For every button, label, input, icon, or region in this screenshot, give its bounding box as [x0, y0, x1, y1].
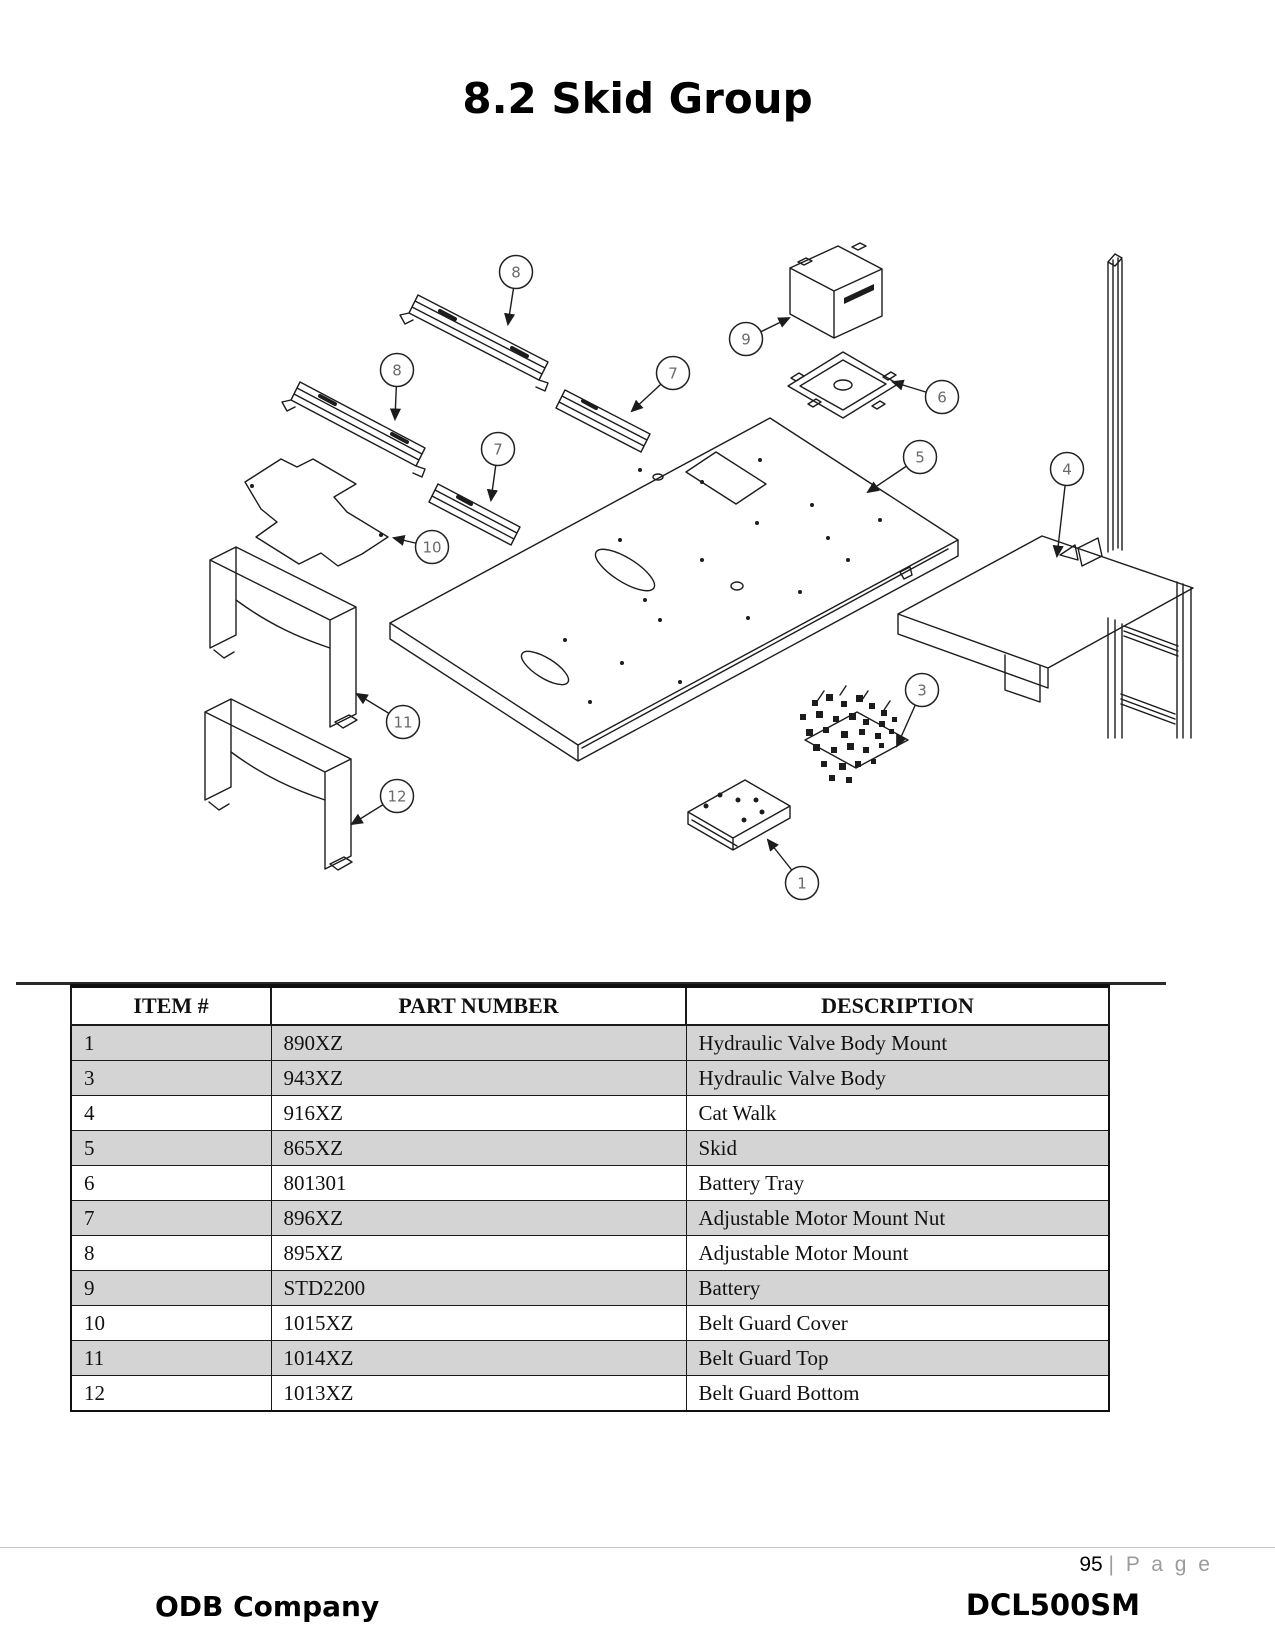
cell-part: 896XZ	[271, 1201, 686, 1236]
cell-desc: Belt Guard Bottom	[686, 1376, 1109, 1412]
cell-desc: Battery	[686, 1271, 1109, 1306]
part-motor-mount-nut-a	[556, 390, 650, 452]
cell-part: 1015XZ	[271, 1306, 686, 1341]
callout-number: 7	[493, 440, 503, 459]
table-row	[71, 1306, 1109, 1341]
page-title: 8.2 Skid Group	[462, 74, 813, 123]
callout-12	[352, 780, 414, 825]
callout-number: 4	[1062, 460, 1072, 479]
cell-part: STD2200	[271, 1271, 686, 1306]
callout-11	[357, 694, 420, 739]
cell-part: 1014XZ	[271, 1341, 686, 1376]
cell-item: 12	[71, 1376, 271, 1412]
cell-item: 8	[71, 1236, 271, 1271]
page-number-suffix: | P a g e	[1108, 1553, 1213, 1576]
part-skid	[390, 418, 958, 761]
callout-10	[394, 531, 449, 564]
parts-table	[70, 984, 1110, 1412]
table-row	[71, 1341, 1109, 1376]
cell-desc: Skid	[686, 1131, 1109, 1166]
callout-8	[381, 354, 414, 420]
callout-7	[632, 357, 690, 412]
callout-number: 7	[668, 364, 678, 383]
callout-number: 10	[422, 538, 442, 557]
cell-item: 7	[71, 1201, 271, 1236]
callout-number: 12	[387, 787, 407, 806]
cell-desc: Battery Tray	[686, 1166, 1109, 1201]
table-row	[71, 1096, 1109, 1131]
callout-number: 1	[797, 874, 807, 893]
callout-number: 8	[511, 263, 521, 282]
cell-item: 5	[71, 1131, 271, 1166]
table-row	[71, 1271, 1109, 1306]
part-catwalk	[898, 254, 1193, 738]
part-battery-tray	[788, 352, 898, 418]
callout-1	[768, 840, 819, 900]
page-number	[1079, 1553, 1213, 1577]
callout-number: 3	[917, 681, 927, 700]
part-hydraulic-valve-body	[800, 686, 908, 783]
cell-desc: Hydraulic Valve Body Mount	[686, 1025, 1109, 1061]
cell-item: 3	[71, 1061, 271, 1096]
cell-desc: Adjustable Motor Mount	[686, 1236, 1109, 1271]
part-battery	[790, 243, 882, 338]
part-belt-guard-top	[210, 547, 357, 728]
table-row	[71, 1131, 1109, 1166]
callout-3	[897, 674, 939, 747]
table-header-row	[71, 986, 1109, 1025]
table-row	[71, 1201, 1109, 1236]
cell-item: 11	[71, 1341, 271, 1376]
cell-desc: Hydraulic Valve Body	[686, 1061, 1109, 1096]
cell-item: 9	[71, 1271, 271, 1306]
cell-part: 943XZ	[271, 1061, 686, 1096]
footer-company: ODB Company	[155, 1590, 380, 1623]
cell-item: 1	[71, 1025, 271, 1061]
col-header-item: ITEM #	[71, 986, 271, 1025]
table-row	[71, 1236, 1109, 1271]
callout-number: 11	[393, 713, 413, 732]
table-row	[71, 1166, 1109, 1201]
table-row	[71, 1025, 1109, 1061]
callout-number: 5	[915, 448, 925, 467]
cell-part: 865XZ	[271, 1131, 686, 1166]
table-row	[71, 1061, 1109, 1096]
cell-desc: Cat Walk	[686, 1096, 1109, 1131]
callout-6	[893, 381, 959, 414]
callout-8	[500, 256, 533, 325]
part-adjustable-motor-mount-a	[400, 295, 548, 391]
callout-5	[868, 441, 937, 493]
callout-number: 8	[392, 361, 402, 380]
callout-number: 6	[937, 388, 947, 407]
cell-item: 6	[71, 1166, 271, 1201]
cell-item: 10	[71, 1306, 271, 1341]
part-valve-body-mount	[688, 780, 790, 850]
cell-item: 4	[71, 1096, 271, 1131]
footer-model: DCL500SM	[965, 1588, 1140, 1622]
footer-rule	[0, 1547, 1275, 1548]
cell-desc: Belt Guard Cover	[686, 1306, 1109, 1341]
callout-7	[482, 433, 515, 501]
page-number-value: 95	[1079, 1553, 1103, 1576]
cell-part: 1013XZ	[271, 1376, 686, 1412]
col-header-part-number: PART NUMBER	[271, 986, 686, 1025]
cell-part: 895XZ	[271, 1236, 686, 1271]
part-adjustable-motor-mount-b	[282, 382, 425, 477]
table-row	[71, 1376, 1109, 1412]
cell-desc: Belt Guard Top	[686, 1341, 1109, 1376]
cell-desc: Adjustable Motor Mount Nut	[686, 1201, 1109, 1236]
callout-9	[730, 318, 790, 356]
callout-number: 9	[741, 330, 751, 349]
cell-part: 916XZ	[271, 1096, 686, 1131]
col-header-description: DESCRIPTION	[686, 986, 1109, 1025]
cell-part: 801301	[271, 1166, 686, 1201]
part-belt-guard-cover	[245, 459, 388, 566]
cell-part: 890XZ	[271, 1025, 686, 1061]
callout-layer	[352, 256, 1084, 900]
